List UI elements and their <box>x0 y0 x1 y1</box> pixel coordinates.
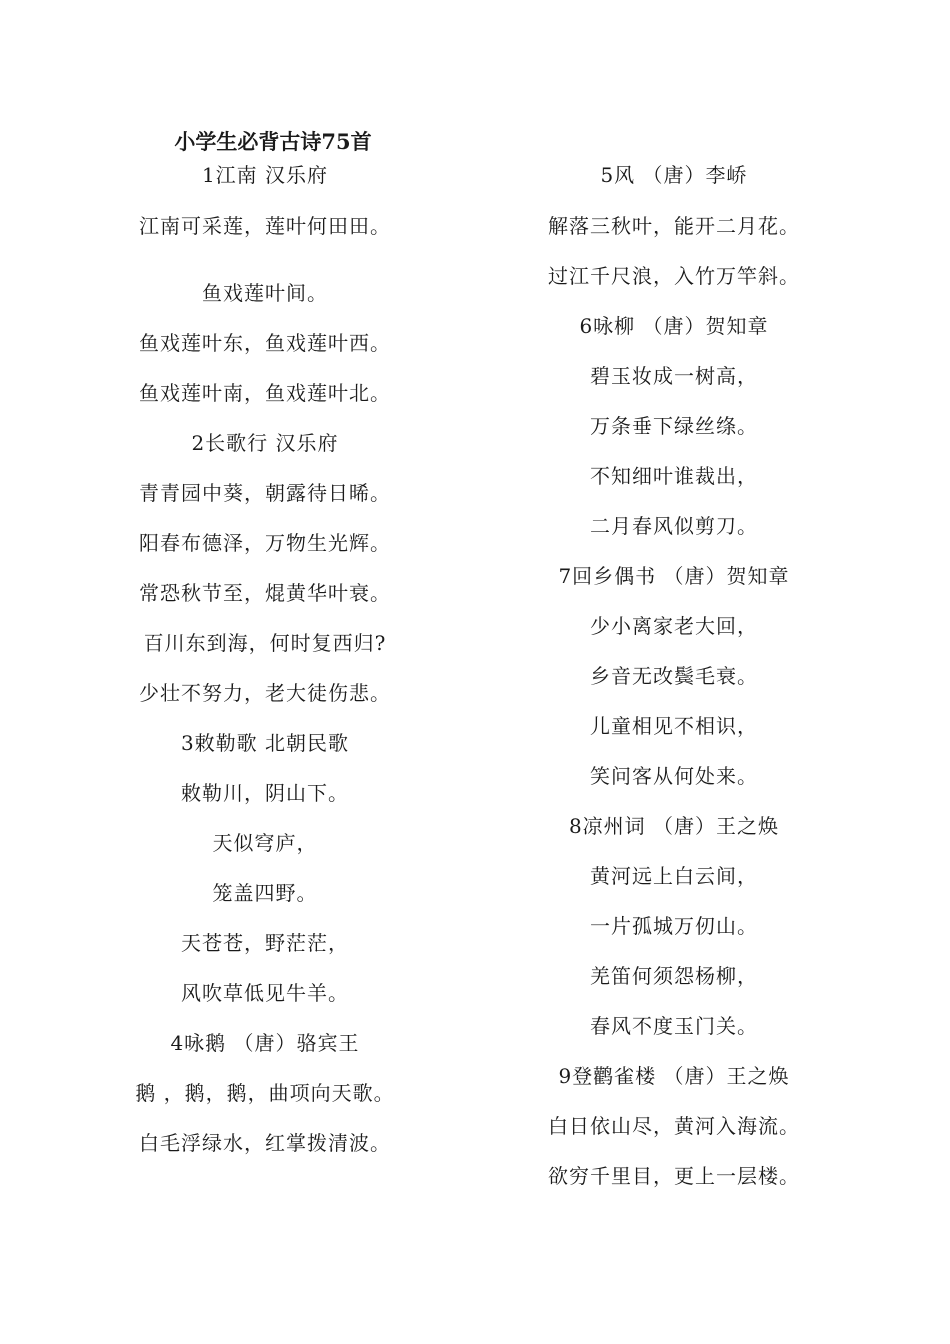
right-poem-line: 白日依山尽，黄河入海流。 <box>548 1114 800 1138</box>
right-poem-line: 9登鹳雀楼 （唐）王之焕 <box>558 1064 790 1088</box>
right-poem-line: 不知细叶谁裁出， <box>590 464 758 488</box>
right-poem-line: 欲穷千里目，更上一层楼。 <box>548 1164 800 1188</box>
left-poem-line: 鹅 ，鹅，鹅，曲项向天歌。 <box>135 1081 395 1105</box>
left-poem-line: 青青园中葵，朝露待日晞。 <box>139 481 391 505</box>
left-poem-line: 1江南 汉乐府 <box>201 163 329 187</box>
left-poem-line: 白毛浮绿水，红掌拨清波。 <box>139 1131 391 1155</box>
left-poem-line: 2长歌行 汉乐府 <box>191 431 339 455</box>
right-poem-line: 笑问客从何处来。 <box>590 764 758 788</box>
left-poem-line: 鱼戏莲叶间。 <box>202 281 328 305</box>
left-poem-line: 风吹草低见牛羊。 <box>181 981 349 1005</box>
right-poem-line: 乡音无改鬓毛衰。 <box>590 664 758 688</box>
right-poem-line: 过江千尺浪，入竹万竿斜。 <box>548 264 800 288</box>
right-poem-line: 儿童相见不相识， <box>590 714 758 738</box>
right-poem-line: 一片孤城万仞山。 <box>590 914 758 938</box>
right-poem-line: 5风 （唐）李峤 <box>600 163 748 187</box>
left-poem-line: 鱼戏莲叶东，鱼戏莲叶西。 <box>139 331 391 355</box>
left-poem-line: 3敕勒歌 北朝民歌 <box>180 731 350 755</box>
right-poem-line: 碧玉妆成一树高， <box>590 364 758 388</box>
left-poem-line: 敕勒川，阴山下。 <box>181 781 349 805</box>
left-poem-line: 常恐秋节至，焜黄华叶衰。 <box>139 581 391 605</box>
left-poem-line: 天似穹庐， <box>212 831 318 855</box>
left-poem-line: 少壮不努力，老大徒伤悲。 <box>139 681 391 705</box>
right-poem-line: 春风不度玉门关。 <box>590 1014 758 1038</box>
left-poem-line: 鱼戏莲叶南，鱼戏莲叶北。 <box>139 381 391 405</box>
right-poem-line: 少小离家老大回， <box>590 614 758 638</box>
left-poem-line: 百川东到海，何时复西归? <box>143 631 387 655</box>
right-poem-line: 8凉州词 （唐）王之焕 <box>568 814 780 838</box>
left-poem-line: 阳春布德泽，万物生光辉。 <box>139 531 391 555</box>
right-poem-line: 黄河远上白云间， <box>590 864 758 888</box>
right-poem-line: 万条垂下绿丝绦。 <box>590 414 758 438</box>
right-poem-line: 6咏柳 （唐）贺知章 <box>579 314 769 338</box>
left-poem-line: 江南可采莲，莲叶何田田。 <box>139 214 391 238</box>
right-poem-line: 羌笛何须怨杨柳， <box>590 964 758 988</box>
page-title: 小学生必背古诗75首 <box>174 129 372 154</box>
left-poem-line: 笼盖四野。 <box>212 881 318 905</box>
right-poem-line: 7回乡偶书 （唐）贺知章 <box>558 564 790 588</box>
right-poem-line: 解落三秋叶，能开二月花。 <box>548 214 800 238</box>
left-poem-line: 4咏鹅 （唐）骆宾王 <box>170 1031 360 1055</box>
right-poem-line: 二月春风似剪刀。 <box>590 514 758 538</box>
left-poem-line: 天苍苍，野茫茫， <box>181 931 349 955</box>
